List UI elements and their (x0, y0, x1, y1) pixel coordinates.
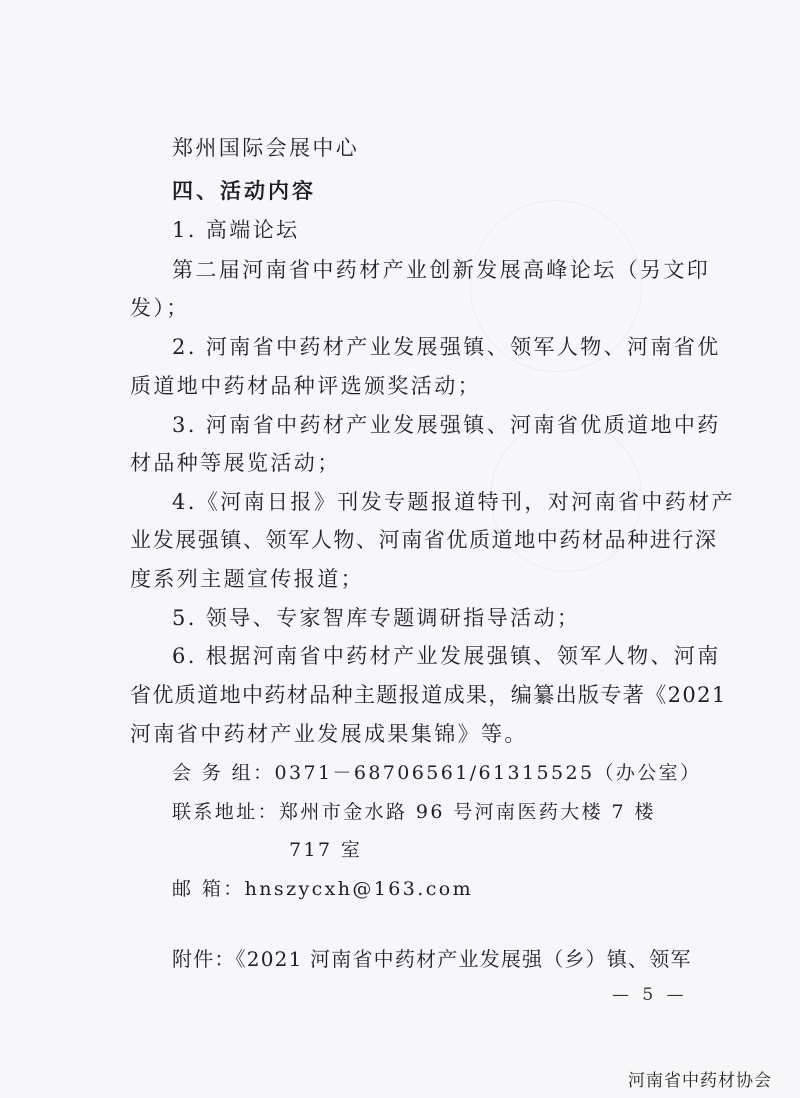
contact-address-cont: 717 室 (289, 839, 363, 861)
text-line-15: 省优质道地中药材品种主题报道成果，编纂出版专著《2021 (130, 683, 727, 707)
text-line-9: 材品种等展览活动； (130, 451, 341, 475)
text-line-1: 郑州国际会展中心 (172, 136, 360, 160)
text-line-12: 度系列主题宣传报道； (130, 567, 364, 591)
text-line-8: 3. 河南省中药材产业发展强镇、河南省优质道地中药 (172, 413, 721, 437)
contact-address: 联系地址：郑州市金水路 96 号河南医药大楼 7 楼 (172, 801, 656, 823)
text-line-7: 质道地中药材品种评选颁奖活动； (130, 374, 481, 398)
contact-email: 邮 箱：hnszycxh@163.com (172, 878, 474, 900)
text-line-3: 1. 高端论坛 (172, 218, 300, 242)
attachment-line: 附件：《2021 河南省中药材产业发展强（乡）镇、领军 (172, 947, 692, 971)
text-line-6: 2. 河南省中药材产业发展强镇、领军人物、河南省优 (172, 335, 721, 359)
watermark-text: 河南省中药材协会 (628, 1071, 772, 1091)
text-line-10: 4.《河南日报》刊发专题报道特刊，对河南省中药材产 (172, 490, 736, 514)
text-line-14: 6. 根据河南省中药材产业发展强镇、领军人物、河南 (172, 644, 721, 668)
section-heading: 四、活动内容 (172, 179, 316, 203)
text-line-11: 业发展强镇、领军人物、河南省优质道地中药材品种进行深 (130, 528, 718, 552)
text-line-16: 河南省中药材产业发展成果集锦》等。 (130, 722, 528, 746)
text-line-4: 第二届河南省中药材产业创新发展高峰论坛（另文印 (172, 258, 711, 282)
text-line-5: 发）； (130, 296, 190, 320)
text-line-13: 5. 领导、专家智库专题调研指导活动； (172, 606, 581, 630)
page-number: — 5 — (612, 985, 688, 1005)
contact-phone: 会 务 组：0371－68706561/61315525（办公室） (172, 762, 702, 784)
